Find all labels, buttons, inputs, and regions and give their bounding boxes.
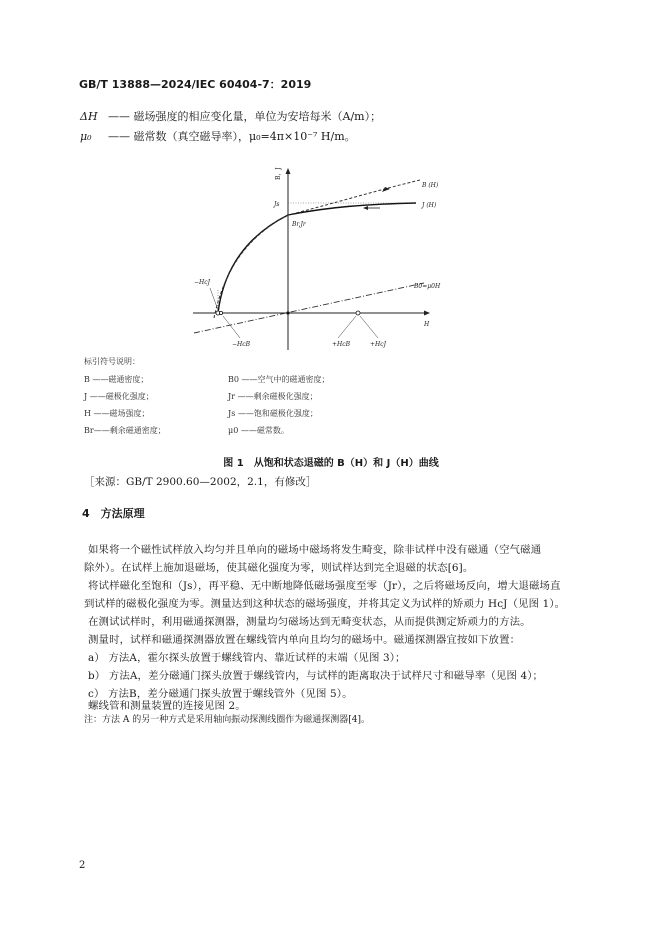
b-axis-arrow — [286, 168, 291, 174]
jh-curve-label: J (H) — [422, 202, 437, 209]
hcj-pos-marker — [356, 311, 360, 315]
paragraph-line: 在测试试样时，利用磁通探测器，测量均匀磁场达到无畸变状态，从而提供测定矫顽力的方法。 — [88, 616, 531, 628]
list-item-b: b） 方法A，差分磁通门探头放置于螺线管内，与试样的距离取决于试样尺寸和磁导率（见图 4）； — [88, 670, 544, 682]
symbol-row-delta-h — [80, 108, 381, 124]
hcb-pos-label: +HcB — [332, 341, 351, 348]
leader-hcj-pos — [360, 316, 378, 338]
legend-item: Js ——饱和磁极化强度； — [228, 409, 318, 418]
paragraph-line: 将试样磁化至饱和（Js），再平稳、无中断地降低磁场强度至零（Jr），之后将磁场反向，增大退磁场直 — [88, 580, 561, 592]
symbol: μ₀ — [80, 130, 92, 143]
list-item-c: c） 方法B，差分磁通门探头放置于螺线管外（见图 5）。 — [88, 688, 353, 700]
symbol-row-mu0 — [80, 128, 356, 144]
legend-title: 标引符号说明： — [84, 357, 140, 366]
list-item-a: a） 方法A，霍尔探头放置于螺线管内、靠近试样的末端（见图 3）； — [88, 652, 406, 664]
b0-label: B0=μ0H — [414, 283, 441, 290]
bh-curve-label: B (H) — [422, 182, 439, 189]
legend-item: μ0 ——磁常数。 — [228, 426, 289, 435]
symbol-definition: —— 磁场强度的相应变化量，单位为安培每米（A/m）； — [108, 110, 382, 123]
br-jr-label: Br,Jr — [292, 221, 306, 228]
leader-hcj-neg — [210, 288, 218, 310]
bh-curve — [214, 180, 420, 318]
paragraph-line: 螺线管和测量装置的连接见图 2。 — [88, 700, 246, 712]
axis-y-label: B，J — [275, 167, 282, 180]
leader-hcb-neg — [223, 316, 240, 338]
legend-item: Jr ——剩余磁极化强度； — [228, 392, 318, 401]
b0-line — [194, 283, 424, 333]
js-label: Js — [274, 201, 280, 208]
origin-marker — [286, 311, 289, 314]
leader-hcb-pos — [338, 316, 356, 338]
legend-item: J ——磁极化强度； — [84, 392, 154, 401]
paragraph-line: 除外）。在试样上施加退磁场，使其磁化强度为零，则试样达到完全退磁的状态[6]。 — [84, 562, 474, 574]
paragraph-line: 如果将一个磁性试样放入均匀并且单向的磁场中磁场将发生畸变，除非试样中没有磁通（空气磁通 — [88, 544, 542, 556]
hcj-pos-label: +HcJ — [370, 341, 387, 348]
legend-item: B0 ——空气中的磁通密度； — [228, 375, 330, 384]
paragraph-line: 测量时，试样和磁通探测器放置在螺线管内单向且均匀的磁场中。磁通探测器宜按如下放置： — [88, 634, 521, 646]
paragraph-line: 到试样的磁极化强度为零。测量达到这种状态的磁场强度，并将其定义为试样的矫顽力 HcJ（见图 1）。 — [84, 598, 566, 610]
bh-curve-figure — [188, 160, 448, 355]
hcb-neg-marker — [219, 311, 222, 314]
hcj-neg-label: −HcJ — [194, 279, 211, 286]
jh-direction-arrow — [363, 206, 368, 210]
symbol: ΔH — [80, 110, 98, 123]
jh-curve — [218, 203, 416, 313]
axis-x-label: H — [424, 321, 430, 328]
hcb-neg-label: −HcB — [232, 341, 251, 348]
legend-item: H ——磁场强度； — [84, 409, 150, 418]
standard-header: GB/T 13888—2024/IEC 60404-7：2019 — [79, 78, 312, 91]
legend-item: Br——剩余磁通密度； — [84, 426, 166, 435]
symbol-definition: —— 磁常数（真空磁导率），μ₀=4π×10⁻⁷ H/m。 — [108, 130, 356, 143]
source-citation: ［来源：GB/T 2900.60—2002，2.1，有修改］ — [84, 476, 317, 488]
h-axis-arrow — [424, 311, 430, 316]
legend-item: B ——磁通密度； — [84, 375, 149, 384]
section-heading: 4 方法原理 — [82, 507, 145, 520]
page-number: 2 — [79, 860, 86, 871]
note: 注：方法 A 的另一种方式是采用轴向振动探测线圈作为磁通探测器[4]。 — [84, 715, 370, 725]
figure-caption: 图 1 从饱和状态退磁的 B（H）和 J（H）曲线 — [223, 458, 439, 469]
